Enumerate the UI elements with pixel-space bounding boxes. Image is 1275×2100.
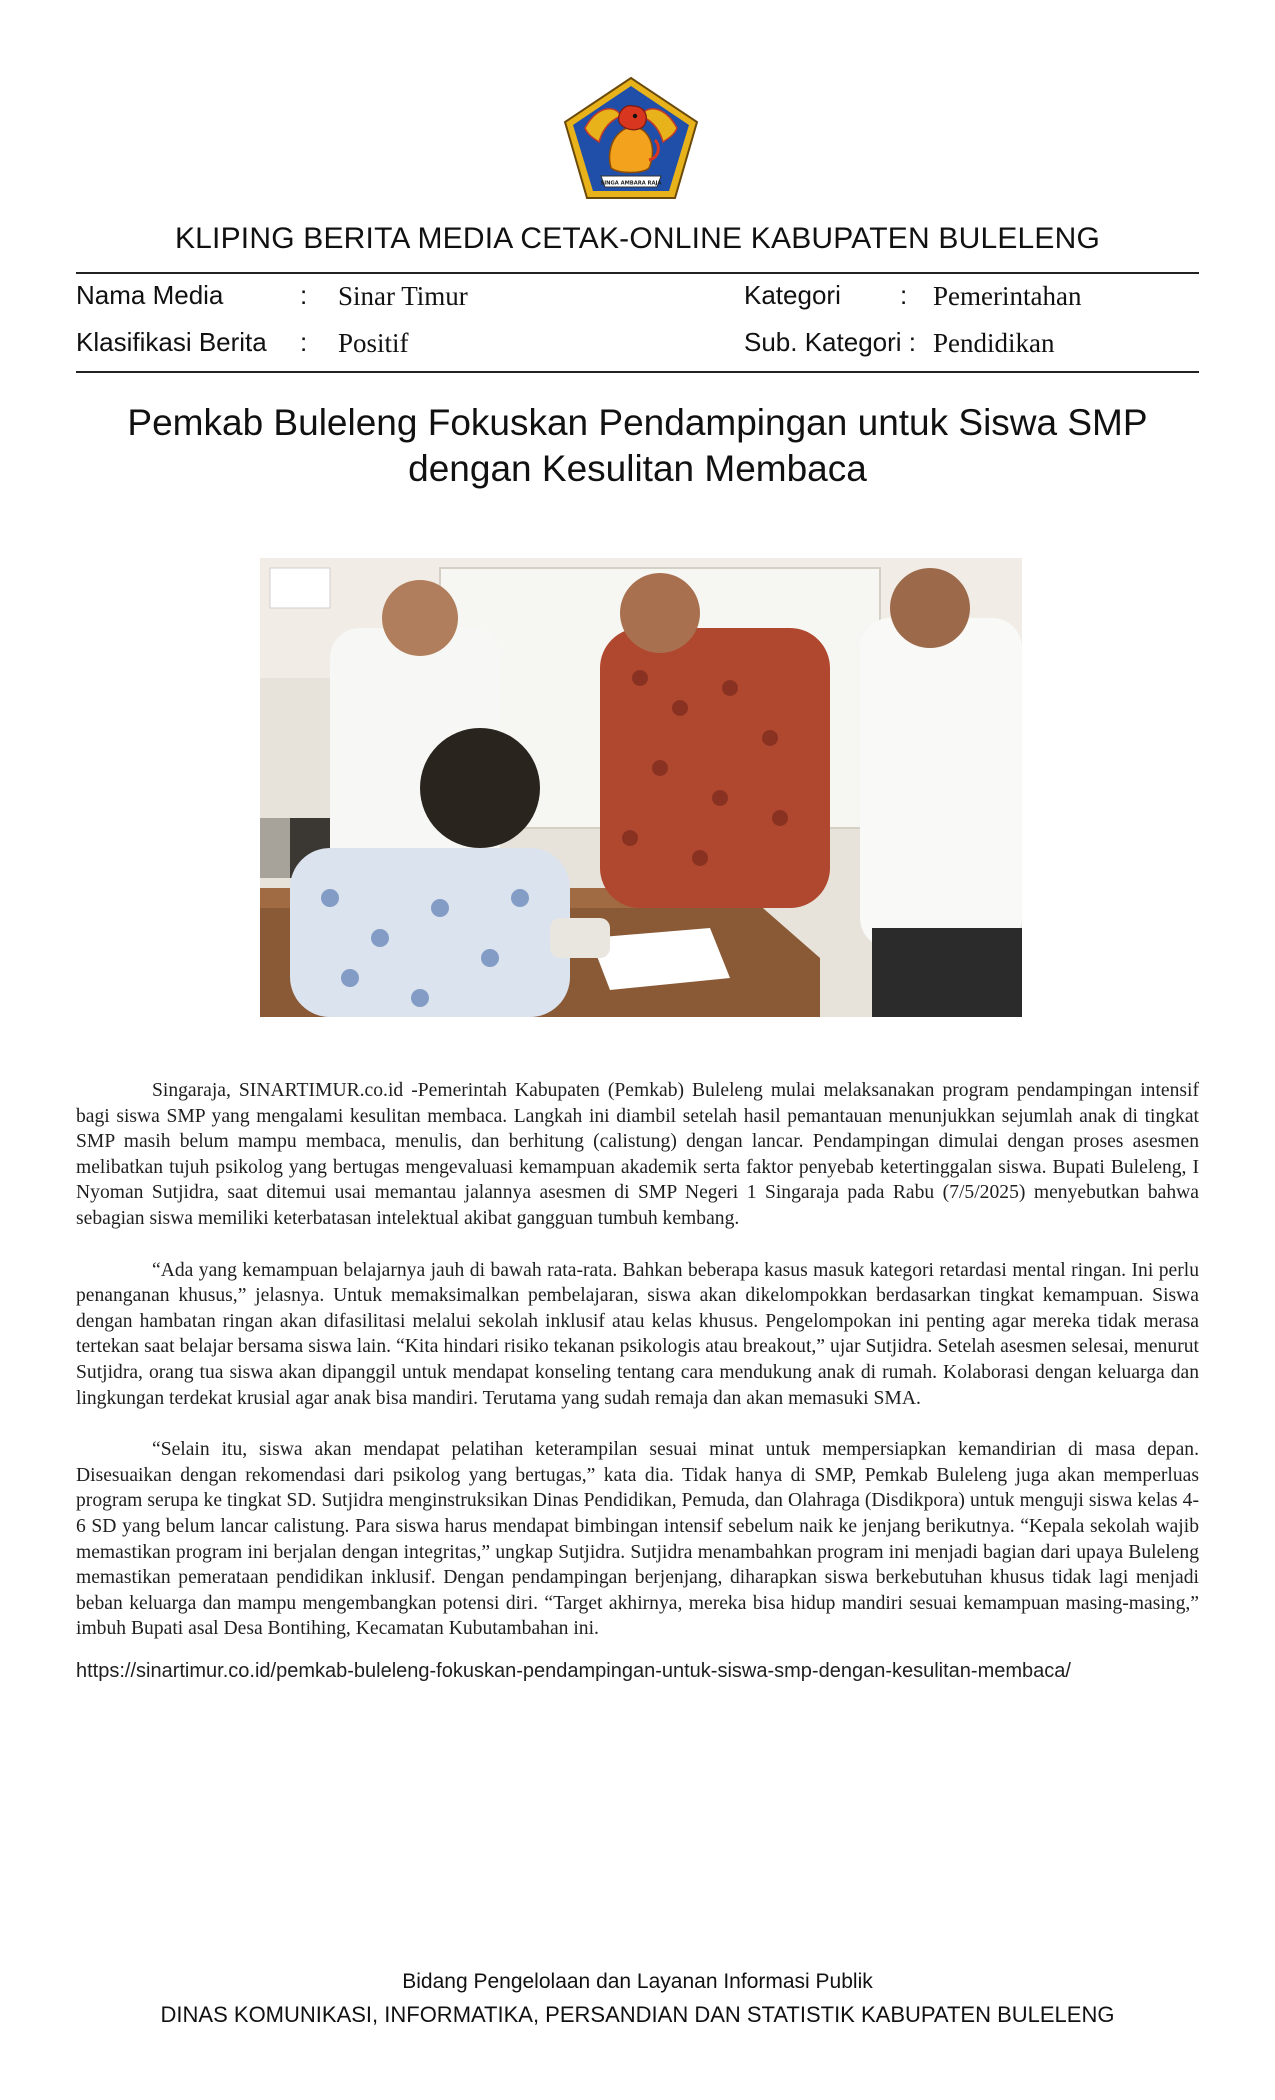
subcategory-value: Pendidikan (933, 328, 1055, 358)
kabupaten-buleleng-logo (563, 76, 699, 200)
classification-label: Klasifikasi Berita (76, 327, 267, 357)
header-divider-bottom (76, 371, 1199, 373)
logo-banner-text: SINGA AMBARA RAJA (600, 180, 662, 187)
footer-agency: DINAS KOMUNIKASI, INFORMATIKA, PERSANDIAN DAN STATISTIK KABUPATEN BULELENG (160, 2002, 1115, 2027)
news-photo-icon (260, 558, 1022, 1017)
footer-division: Bidang Pengelolaan dan Layanan Informasi Publik (402, 1970, 873, 1993)
classification-colon: : (300, 327, 308, 357)
article-title: Pemkab Buleleng Fokuskan Pendampingan untuk Siswa SMP dengan Kesulitan Membaca (127, 402, 1148, 489)
singa-ambara-raja-emblem-icon (563, 76, 699, 200)
source-url: https://sinartimur.co.id/pemkab-buleleng-fokuskan-pendampingan-untuk-siswa-smp-dengan-kesulitan-membaca/ (76, 1660, 1071, 1682)
media-name-value: Sinar Timur (338, 281, 468, 311)
subcategory-label: Sub. Kategori : (744, 327, 916, 357)
article-paragraph: “Selain itu, siswa akan mendapat pelatihan keterampilan sesuai minat untuk mempersiapkan kemandirian di masa depan. Disesuaikan dengan rekomendasi dari psikolog yang bertugas,” kata dia. Tidak hanya di SMP, Pemkab Buleleng juga akan memperluas program serupa ke tingkat SD. Sutjidra menginstruksikan Dinas Pendidikan, Pemuda, dan Olahraga (Disdikpora) untuk menguji siswa kelas 4-6 SD yang belum lancar calistung. Para siswa harus mendapat bimbingan intensif sebelum naik ke jenjang berikutnya. “Kepala sekolah wajib memastikan program ini berjalan dengan integritas,” ungkap Sutjidra. Sutjidra menambahkan program ini menjadi bagian dari upaya Buleleng memastikan pemerataan pendidikan inklusif. Dengan pendampingan berjenjang, diharapkan siswa berkebutuhan khusus tidak lagi menjadi beban keluarga dan mampu mengembangkan potensi diri. “Target akhirnya, mereka bisa hidup mandiri sesuai kemampuan masing-masing,” imbuh Bupati asal Desa Bontihing, Kecamatan Kubutambahan ini. (76, 1439, 1199, 1640)
article-paragraph: “Ada yang kemampuan belajarnya jauh di bawah rata-rata. Bahkan beberapa kasus masuk kategori retardasi mental ringan. Ini perlu penanganan khusus,” jelasnya. Untuk memaksimalkan pembelajaran, siswa akan dikelompokkan berdasarkan tingkat kemampuan. Siswa dengan hambatan ringan akan difasilitasi melalui sekolah inklusif atau kelas khusus. Pengelompokan ini penting agar mereka tidak merasa tertekan saat belajar bersama siswa lain. “Kita hindari risiko tekanan psikologis atau breakout,” ujar Sutjidra. Setelah asesmen selesai, menurut Sutjidra, orang tua siswa akan dipanggil untuk mendapat konseling tentang cara mendukung anak di rumah. Kolaborasi dengan keluarga dan lingkungan terdekat krusial agar anak bisa mandiri. Terutama yang sudah remaja dan akan memasuki SMA. (76, 1259, 1199, 1409)
media-name-colon: : (300, 280, 308, 310)
category-value: Pemerintahan (933, 281, 1082, 311)
clipping-header-title: KLIPING BERITA MEDIA CETAK-ONLINE KABUPATEN BULELENG (174, 222, 1101, 255)
category-label: Kategori (744, 280, 841, 310)
media-name-label: Nama Media (76, 280, 224, 310)
article-body (76, 1078, 1199, 1668)
category-colon: : (900, 280, 908, 310)
article-paragraph: Singaraja, SINARTIMUR.co.id -Pemerintah Kabupaten (Pemkab) Buleleng mulai melaksanakan program pendampingan intensif bagi siswa SMP yang mengalami kesulitan membaca. Langkah ini diambil setelah hasil pemantauan menunjukkan sejumlah anak di tingkat SMP masih belum mampu membaca, menulis, dan berhitung (calistung) dengan lancar. Pendampingan dimulai dengan proses asesmen melibatkan tujuh psikolog yang bertugas mengevaluasi kemampuan akademik serta faktor penyebab ketertinggalan siswa. Bupati Buleleng, I Nyoman Sutjidra, saat ditemui usai memantau jalannya asesmen di SMP Negeri 1 Singaraja pada Rabu (7/5/2025) menyebutkan bahwa sebagian siswa memiliki keterbatasan intelektual akibat gangguan tumbuh kembang. (76, 1080, 1199, 1229)
header-divider-top (76, 272, 1199, 274)
classification-value: Positif (338, 328, 409, 358)
article-photo (260, 558, 1022, 1017)
